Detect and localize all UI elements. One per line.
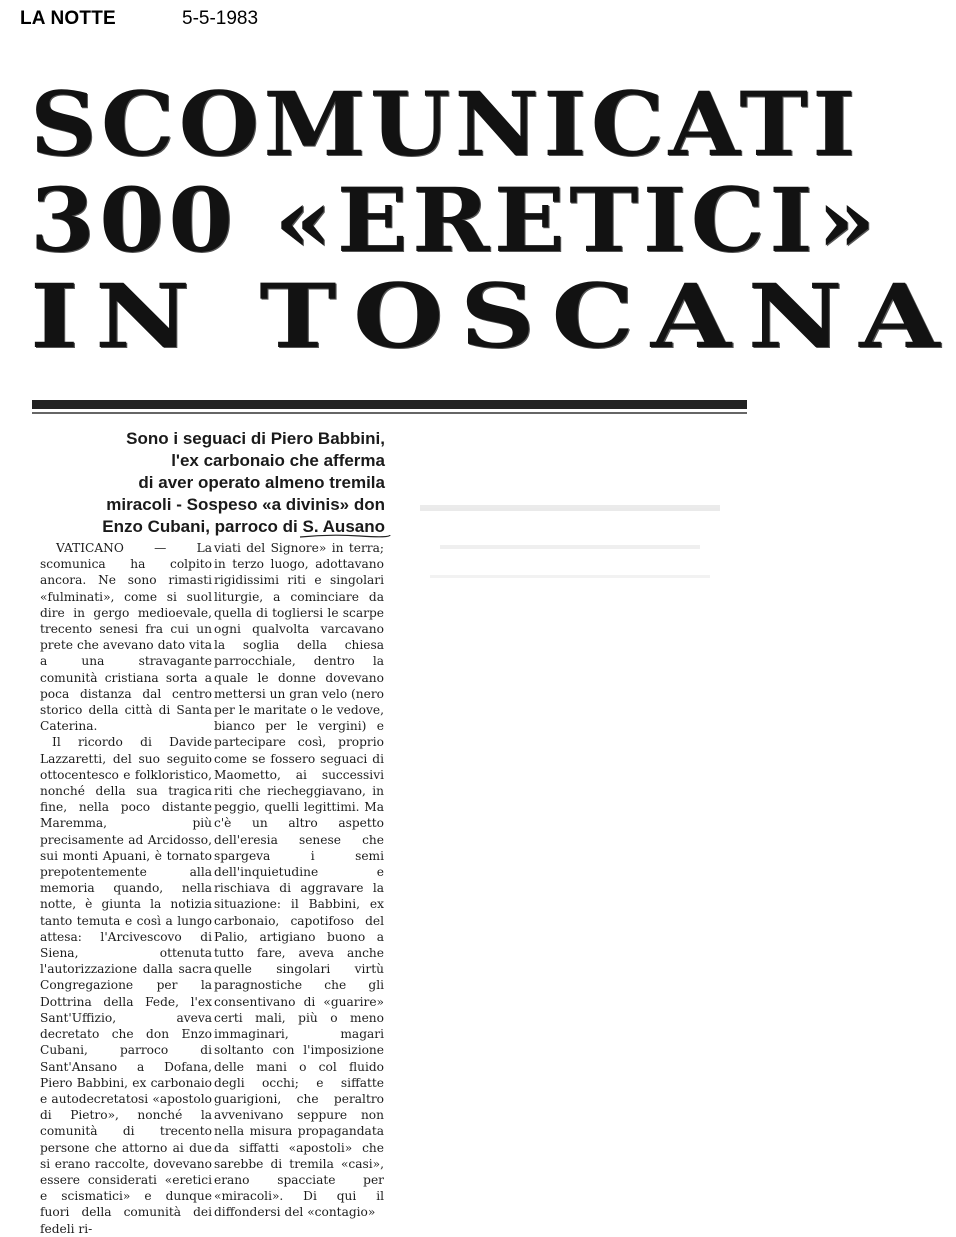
headline-line-2: 300 «ERETICI» [30,168,880,272]
headline [30,72,956,368]
bleed-through-shadow [400,435,740,995]
paragraph: VATICANO — La scomunica ha colpito ancora. Ne sono rimasti «fulminati», come si suol dire in gergo medioevale, trecento senesi fra cui un prete che avevano dato vita a una stravagante comunità cristiana sorta a poca distanza dal centro storico della città di Santa Caterina. [40,541,212,734]
subheadline [40,428,385,538]
paragraph: viati del Signore» in terra; in terzo luogo, adottavano rigidissimi riti e singolari liturgie, a cominciare da quella di togliersi le scarpe ogni qualvolta varcavano la soglia della chiesa parrocchiale, dentro la quale le donne dovevano mettersi un gran velo (nero per le maritate o le vedove, bianco per le vergini) e partecipare così, proprio come se fossero seguaci di Maometto, ai successivi riti che riecheggiavano, in peggio, quelli legittimi. Ma c'è un altro aspetto dell'eresia senese che spargeva i semi dell'inquietudine e rischiava di aggravare la situazione: il Babbini, ex carbonaio, capotifoso del Palio, artigiano buono a tutto fare, aveva anche quelle singolari virtù paragnostiche che gli consentivano di «guarire» certi mali, più o meno immaginari, magari soltanto con l'imposizione delle mani o col fluido degli occhi; e siffatte guarigioni, che peraltro avvenivano seppure non nella misura propagandata da siffatti «apostoli» che sarebbe di tremila «casi», erano spacciate per «miracoli». Di qui il diffondersi del «contagio» [214,541,385,1220]
article-column-2 [214,540,384,1221]
paragraph: Il ricordo di Davide Lazzaretti, del suo seguito ottocentesco e folkloristico, nonché della sua tragica fine, nella poco distante Maremma, più precisamente ad Arcidosso, sui monti Apuani, è tornato prepotentemente alla memoria quando, nella notte, è giunta la notizia tanto temuta e così a lungo attesa: l'Arcivescovo di Siena, ottenuta l'autorizzazione dalla sacra Congregazione per la Dottrina della Fede, l'ex Sant'Uffizio, aveva decretato che don Enzo Cubani, parroco di Sant'Ansano a Dofana, Piero Babbini, ex carbonaio e autodecretatosi «apostolo di Pietro», nonché la comunità di trecento persone che attorno ai due si erano raccolte, dovevano essere considerati «eretici e scismatici» e dunque fuori della comunità dei fedeli ri- [40,735,212,1236]
publication-date: 5-5-1983 [182,8,259,29]
headline-rule-thin [32,412,747,414]
headline-rule [32,400,747,409]
article-column-1 [40,540,212,1237]
subhead-line-2: l'ex carbonaio che afferma [171,451,385,470]
newspaper-name: LA NOTTE [20,8,116,29]
headline-line-1: SCOMUNICATI [30,72,860,176]
headline-line-3: IN TOSCANA [30,264,956,368]
subhead-line-4: miracoli - Sospeso «a divinis» don [106,495,385,514]
subhead-line-1: Sono i seguaci di Piero Babbini, [126,429,385,448]
subhead-line-3: di aver operato almeno tremila [138,473,385,492]
newspaper-clipping [0,60,956,1236]
handwritten-underline [300,533,390,539]
subhead-line-5: Enzo Cubani, parroco di S. Ausano [102,517,385,536]
